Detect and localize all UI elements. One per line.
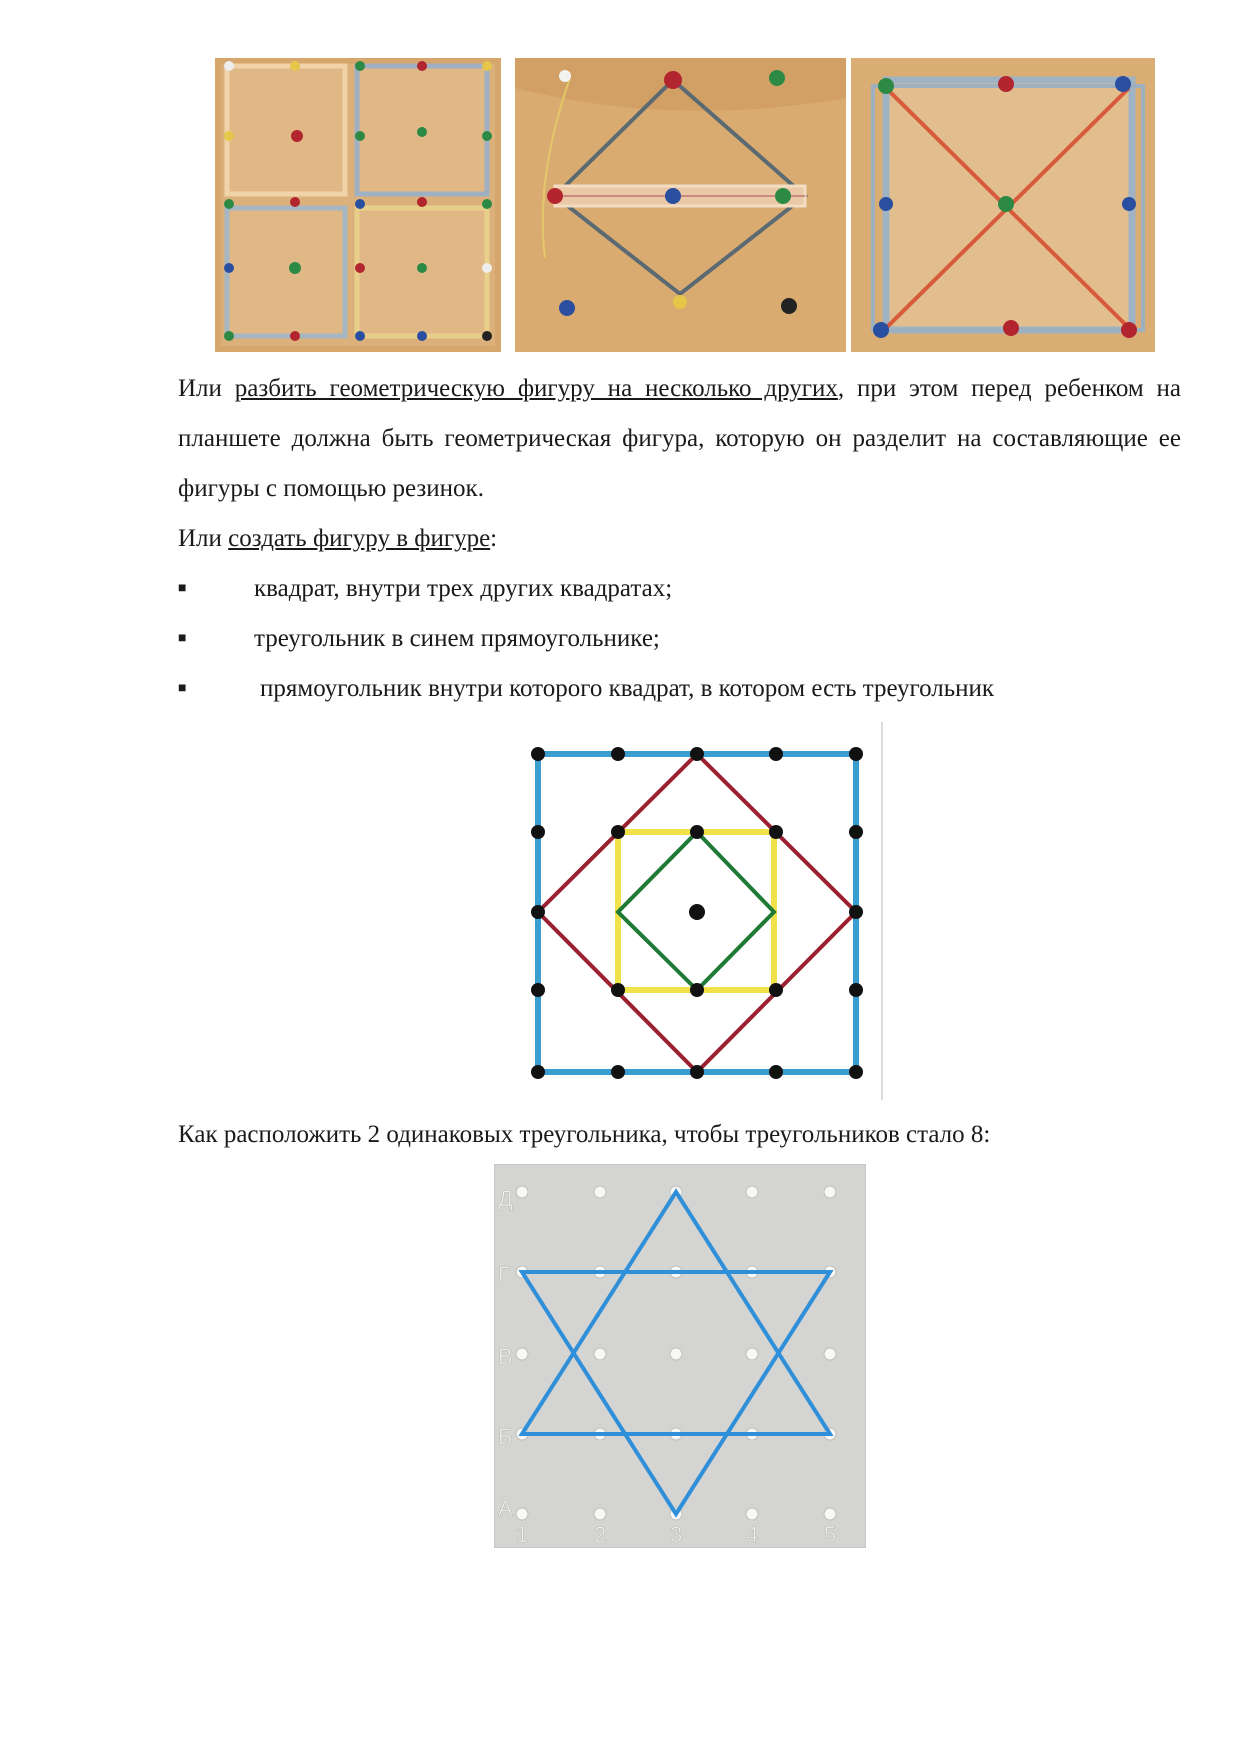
bullet-marker: ■ <box>178 581 187 596</box>
geoboard-photo-crossed-square <box>851 58 1155 352</box>
row-label: Г <box>498 1262 510 1287</box>
column-label: 1 <box>516 1522 529 1547</box>
intro2-tail: : <box>490 525 498 552</box>
instruction-figure-in-figure <box>178 514 497 564</box>
para1-lead: Или <box>178 375 235 402</box>
row-label: А <box>498 1496 513 1521</box>
nested-squares-diagram <box>510 722 886 1100</box>
intro2-lead: Или <box>178 525 229 552</box>
column-label: 4 <box>746 1522 759 1547</box>
list-item-text: квадрат, внутри трех других квадратах; <box>254 575 673 602</box>
star-geoboard-photo <box>494 1164 866 1548</box>
intro2-underlined-phrase: создать фигуру в фигуре <box>228 525 491 552</box>
para1-underlined-phrase: разбить геометрическую фигуру на несколько других <box>234 375 838 402</box>
row-label: Б <box>498 1424 513 1449</box>
geoboard-photo-rhombus <box>515 58 846 352</box>
column-label: 2 <box>594 1522 607 1547</box>
triangle-question: Как расположить 2 одинаковых треугольника, чтобы треугольников стало 8: <box>178 1121 991 1148</box>
column-label: 5 <box>824 1522 837 1547</box>
row-label: Д <box>498 1186 513 1211</box>
row-label: В <box>498 1344 513 1369</box>
geoboard-photo-four-squares <box>215 58 501 352</box>
instruction-paragraph-divide <box>178 364 1181 514</box>
para1-rest: , при этом перед ребенком на планшете должна быть геометрическая фигура, которую он разделит на составляющие ее фигуры с помощью резинок. <box>178 375 1181 502</box>
list-item-text: треугольник в синем прямоугольнике; <box>254 625 660 652</box>
list-item-text: прямоугольник внутри которого квадрат, в котором есть треугольник <box>260 675 995 702</box>
bullet-marker: ■ <box>178 681 187 696</box>
bullet-marker: ■ <box>178 631 187 646</box>
column-label: 3 <box>670 1522 683 1547</box>
